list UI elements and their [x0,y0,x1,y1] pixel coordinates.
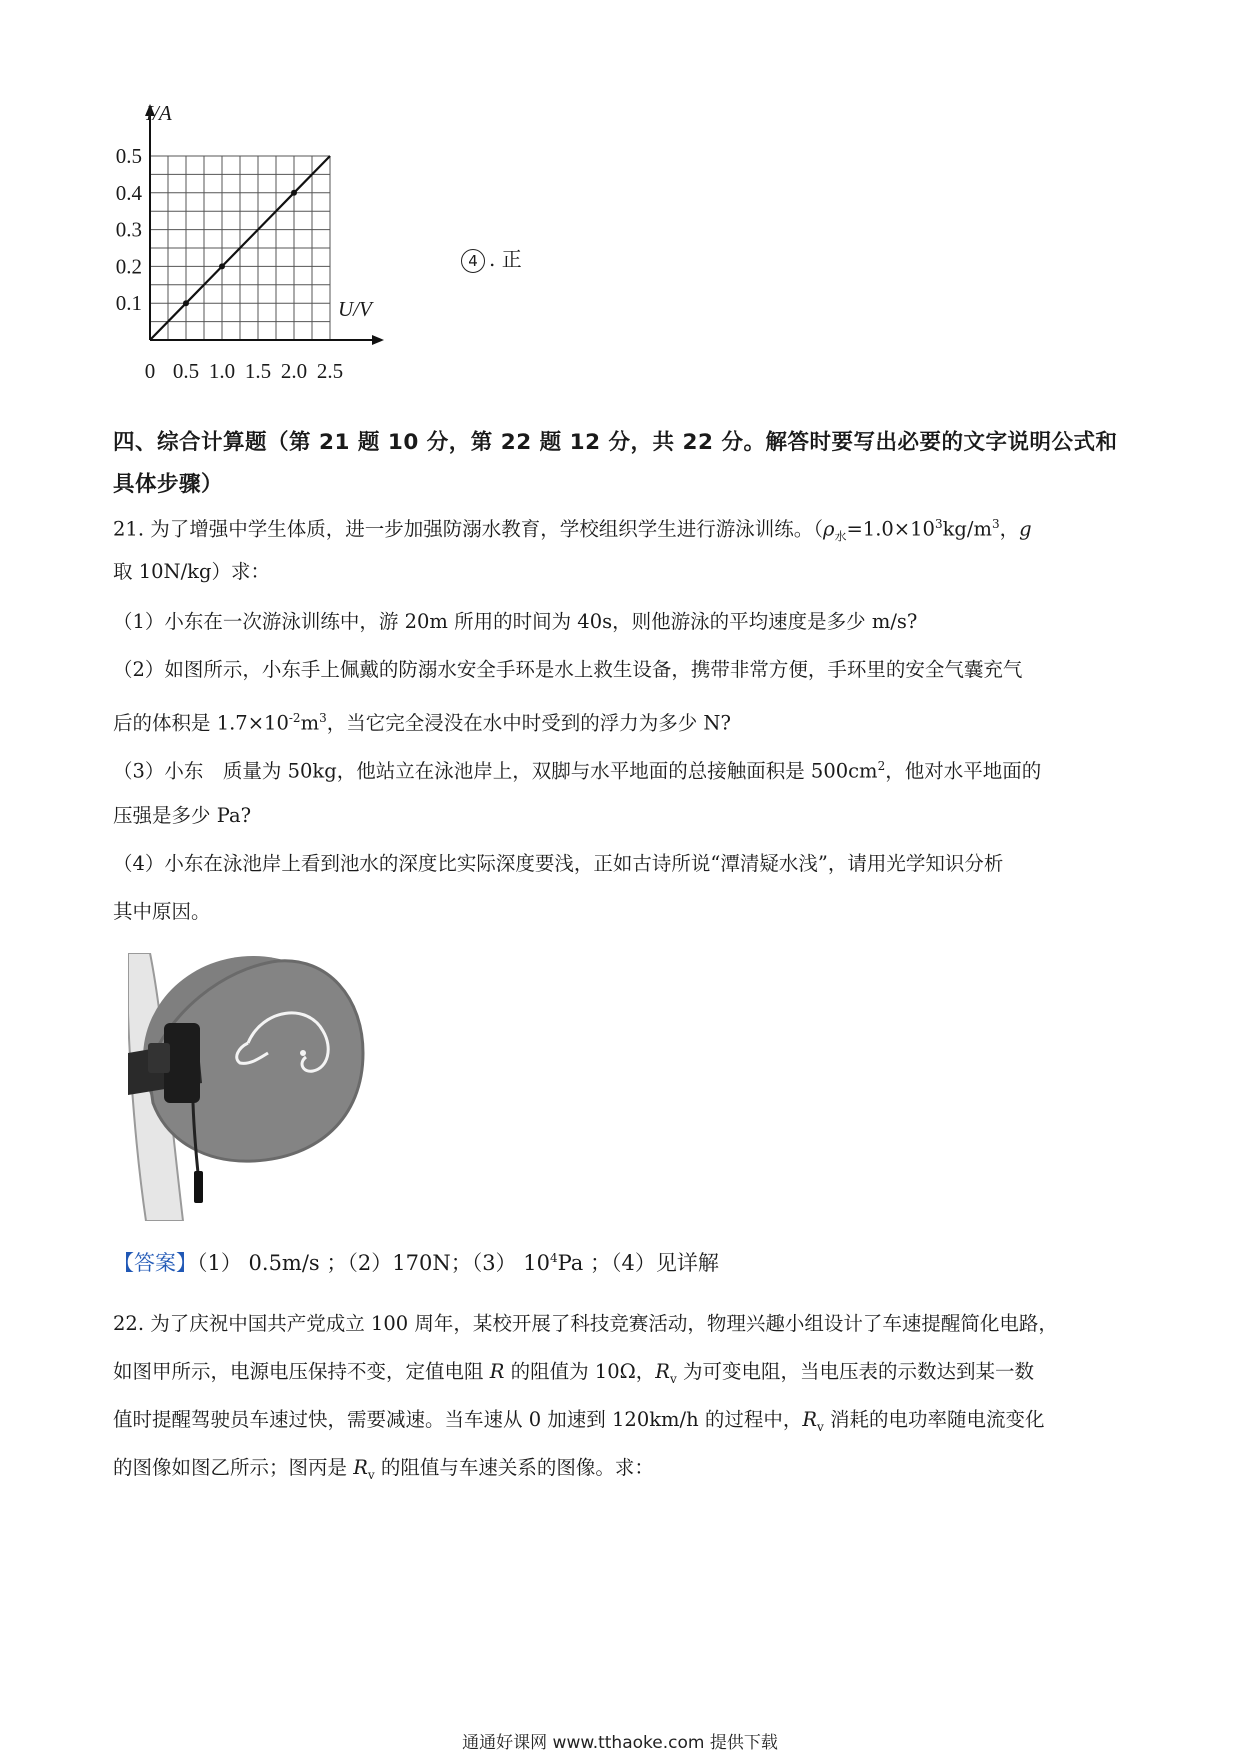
data-point [219,263,225,269]
rv-subscript: v [367,1467,375,1482]
y-tick-label: 0.1 [115,291,142,316]
x-tick-label: 0 [144,359,156,383]
rho-subscript: 水 [834,529,847,544]
wristband-photo [128,953,423,1221]
q22-line1: 22. 为了庆祝中国共产党成立 100 周年，某校开展了科技竞赛活动，物理兴趣小组设计了车速提醒简化电路， [113,1312,1058,1335]
q22-text: 的阻值与车速关系的图像。求： [374,1456,654,1479]
rv-symbol: R [353,1456,368,1479]
q21-part2a: （2）如图所示，小东手上佩戴的防溺水安全手环是水上救生设备，携带非常方便，手环里的安全气囊充气 [113,658,1023,681]
data-point [291,190,297,196]
q21-line2: 取 10N/kg）求： [113,560,270,583]
answer-4-text: . 正 [489,247,522,271]
g-symbol: g [1019,517,1032,541]
exponent: 3 [319,711,327,725]
x-tick-label: 2.0 [280,359,308,383]
exponent: 4 [549,1251,558,1265]
page-footer: 通通好课网 www.tthaoke.com 提供下载 [462,1733,778,1753]
answer-line [113,1247,719,1277]
q21-part1: （1）小东在一次游泳训练中，游 20m 所用的时间为 40s，则他游泳的平均速度是多少 m/s? [113,610,918,633]
answer-text: Pa ；（4）见详解 [557,1251,719,1275]
q22-text: 的图像如图乙所示；图丙是 [113,1456,354,1479]
x-tick-label: 2.5 [316,359,344,383]
rv-symbol: R [802,1408,818,1431]
answer-4 [461,243,522,273]
q21-text: kg/m [942,517,992,541]
q22-line2 [113,1358,1133,1393]
q21-part4a: （4）小东在泳池岸上看到池水的深度比实际深度要浅，正如古诗所说“潭清疑水浅”，请用光学知识分析 [113,852,1004,875]
q22-text: 为可变电阻，当电压表的示数达到某一数 [676,1360,1034,1383]
q22-text: 值时提醒驾驶员车速过快，需要减速。当车速从 0 加速到 120km/h 的过程中， [113,1408,803,1431]
q21-part3a [113,752,1133,786]
exponent: 3 [991,517,1000,531]
q21-text: 后的体积是 1.7×10 [113,711,289,735]
chart-y-label: I/A [146,101,172,125]
circled-number: 4 [461,249,485,273]
exponent: 3 [934,517,943,531]
q21-part3b: 压强是多少 Pa? [113,804,252,827]
x-axis-arrow [372,335,384,345]
r-symbol: R [489,1360,505,1383]
exponent: 2 [877,759,886,773]
iu-chart-svg [100,100,440,410]
y-tick-label: 0.5 [115,144,142,168]
q22-line3 [113,1406,1133,1441]
x-tick-label: 0.5 [172,359,200,383]
q21-text: 21. 为了增强中学生体质，进一步加强防溺水教育，学校组织学生进行游泳训练。（ [113,517,823,541]
chart-x-label: U/V [338,297,372,321]
wristband-image [128,953,423,1221]
data-point [183,300,189,306]
rv-symbol: R [655,1360,670,1383]
q21-part4b: 其中原因。 [113,900,211,923]
iu-chart [100,100,440,410]
rv-subscript: v [669,1371,677,1386]
q21-text: m [300,711,320,735]
rho-symbol: ρ [822,517,835,541]
answer-text: （1） 0.5m/s ；（2）170N；（3） 10 [197,1251,550,1275]
x-tick-label: 1.5 [244,359,272,383]
q21-text: =1.0×10 [846,517,935,541]
q22-text: 如图甲所示，电源电压保持不变，定值电阻 [113,1360,490,1383]
q21-line1 [113,510,1133,550]
q21-part2b [113,704,1133,738]
q22-line4 [113,1454,1133,1489]
exponent: -2 [288,711,301,725]
rv-subscript: v [817,1419,824,1434]
y-tick-label: 0.4 [115,180,142,205]
y-tick-label: 0.3 [115,217,142,242]
q21-text: ，当它完全浸没在水中时受到的浮力为多少 N? [326,711,731,735]
y-tick-label: 0.2 [115,254,142,279]
section-title: 四、综合计算题（第 21 题 10 分，第 22 题 12 分，共 22 分。解答时要写出必要的文字说明公式和具体步骤） [113,430,1118,497]
q22-text: 的阻值为 10Ω， [504,1360,656,1383]
q21-text: ，他对水平地面的 [885,759,1042,783]
x-tick-label: 1.0 [208,359,236,383]
q22-text: 消耗的电功率随电流变化 [823,1408,1045,1431]
q21-text: （3）小东 质量为 50kg，他站立在泳池岸上，双脚与水平地面的总接触面积是 500cm [113,759,878,783]
answer-tag: 【答案】 [113,1251,197,1275]
q21-text: ， [999,517,1020,541]
